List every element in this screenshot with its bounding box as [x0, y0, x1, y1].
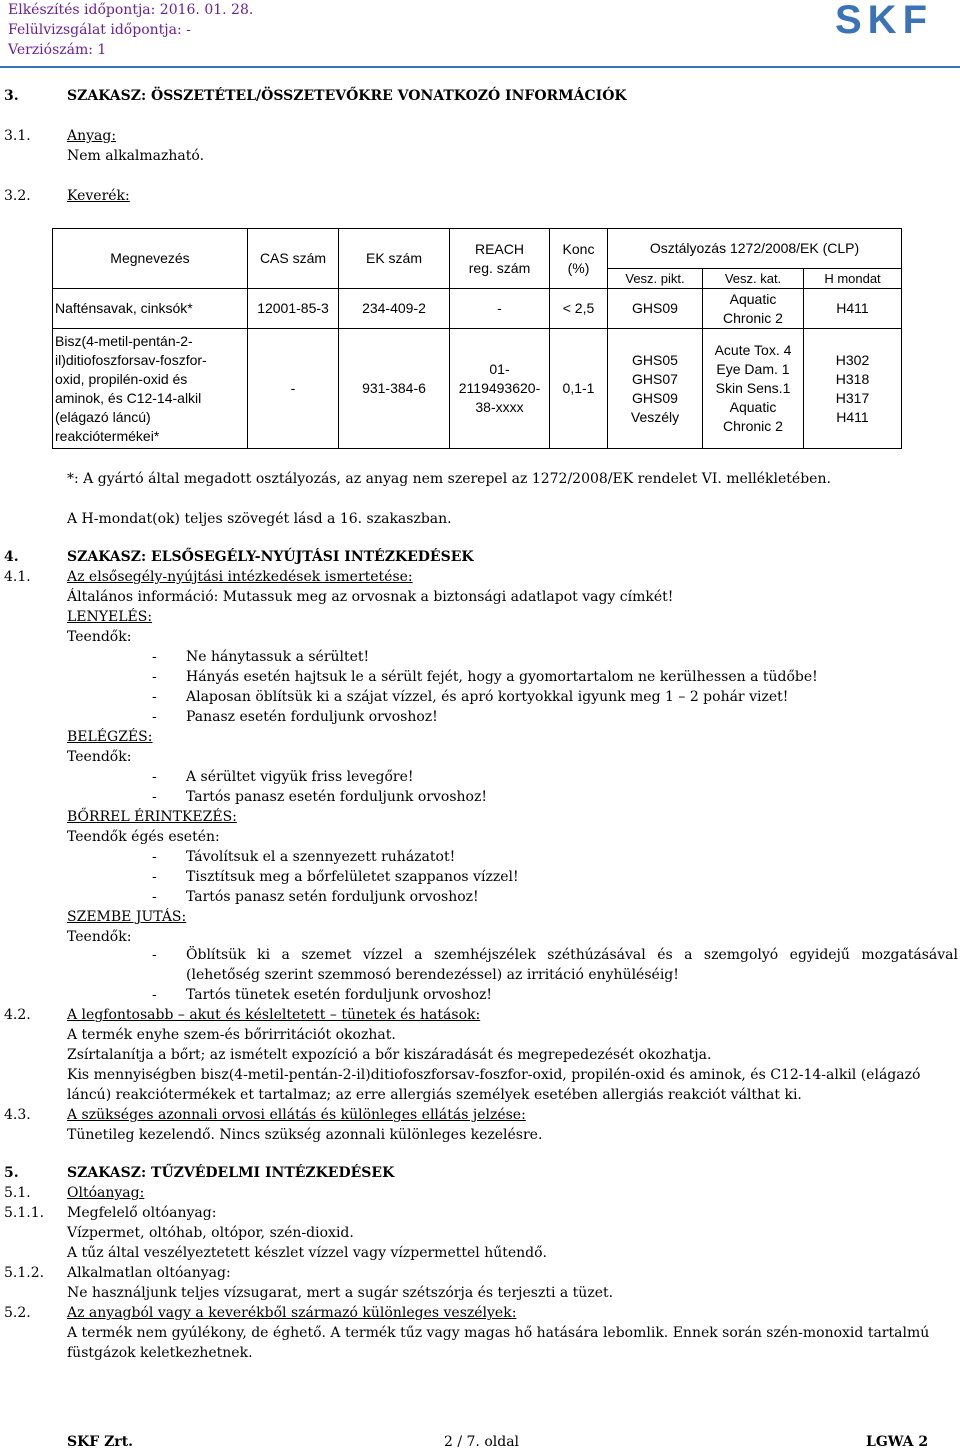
- eye-tasks-label: Teendők:: [67, 929, 132, 945]
- header-pikt: Vesz. pikt.: [608, 269, 703, 289]
- list-item: - Tartós panasz esetén forduljunk orvoshoz!: [152, 789, 487, 805]
- table-row: [53, 289, 902, 329]
- version-number: Verziószám: 1: [8, 42, 107, 58]
- row1-cas: 12001-85-3: [248, 289, 339, 329]
- skin-contact-heading: BŐRREL ÉRINTKEZÉS:: [67, 809, 237, 825]
- header-hmondat: H mondat: [804, 269, 902, 289]
- row2-konc: 0,1-1: [550, 329, 608, 449]
- skf-logo: [814, 2, 954, 36]
- s52-text-2: füstgázok keletkezhetnek.: [67, 1345, 253, 1361]
- row1-kat: Aquatic Chronic 2: [703, 289, 804, 329]
- list-item: - Ne hánytassuk a sérültet!: [152, 649, 370, 665]
- row1-name: Nafténsavak, cinksók*: [53, 289, 248, 329]
- inhalation-heading: BELÉGZÉS:: [67, 729, 153, 745]
- list-item: - Hányás esetén hajtsuk le a sérült fejét, hogy a gyomortartalom ne kerülhessen a tüdőbe!: [152, 669, 818, 685]
- document-header: [8, 0, 253, 60]
- header-kat: Vesz. kat.: [703, 269, 804, 289]
- list-item: - Tartós tünetek esetén forduljunk orvoshoz!: [152, 987, 493, 1003]
- ingestion-heading: LENYELÉS:: [67, 609, 153, 625]
- list-item-continuation: (lehetőség szerint szemmosó berendezéssel) az irritáció enyhüléséig!: [186, 967, 679, 983]
- ingestion-tasks-label: Teendők:: [67, 629, 132, 645]
- list-item: - A sérültet vigyük friss levegőre!: [152, 769, 414, 785]
- skin-tasks-label: Teendők égés esetén:: [67, 829, 220, 845]
- s42-text-1: A termék enyhe szem-és bőrirritációt okozhat.: [67, 1027, 396, 1043]
- s511-text-2: A tűz által veszélyeztetett készlet vízzel vagy vízpermettel hűtendő.: [67, 1245, 547, 1261]
- general-info: Általános információ: Mutassuk meg az orvosnak a biztonsági adatlapot vagy címkét!: [67, 589, 674, 605]
- header-clp: Osztályozás 1272/2008/EK (CLP): [608, 229, 902, 269]
- table-row: [53, 329, 902, 449]
- row1-h: H411: [804, 289, 902, 329]
- row2-pikt: GHS05 GHS07 GHS09 Veszély: [608, 329, 703, 449]
- row1-ek: 234-409-2: [339, 289, 450, 329]
- s42-text-3: Kis mennyiségben bisz(4-metil-pentán-2-il)ditiofoszforsav-foszfor-oxid, propilén-oxid és aminok, és C12-14-alkil (elágazó: [67, 1067, 921, 1083]
- row2-h: H302 H318 H317 H411: [804, 329, 902, 449]
- row1-konc: < 2,5: [550, 289, 608, 329]
- row1-pikt: GHS09: [608, 289, 703, 329]
- list-item: - Tisztítsuk meg a bőrfelületet szappanos vízzel!: [152, 869, 519, 885]
- revision-date: Felülvizsgálat időpontja: -: [8, 22, 191, 38]
- s42-text-2: Zsírtalanítja a bőrt; az ismételt expozíció a bőr kiszáradását és megrepedezését okozhatja.: [67, 1047, 712, 1063]
- s511-text-1: Vízpermet, oltóhab, oltópor, szén-dioxid.: [67, 1225, 354, 1241]
- row2-reach: 01- 2119493620- 38-xxxx: [450, 329, 550, 449]
- s43-text: Tünetileg kezelendő. Nincs szükség azonnali különleges kezelésre.: [67, 1127, 543, 1143]
- page-number: 2 / 7. oldal: [444, 1434, 520, 1450]
- s42-text-3b: láncú) reakciótermékek et tartalmaz; az erre allergiás személyek esetében allergiás reakciót válthat ki.: [67, 1087, 802, 1103]
- row2-cas: -: [248, 329, 339, 449]
- eye-contact-heading: SZEMBE JUTÁS:: [67, 909, 187, 925]
- header-ek: EK szám: [339, 229, 450, 289]
- header-name: Megnevezés: [53, 229, 248, 289]
- skf-logo-text: SKF: [835, 2, 933, 36]
- list-item: - Tartós panasz setén forduljunk orvoshoz!: [152, 889, 479, 905]
- inhalation-tasks-label: Teendők:: [67, 749, 132, 765]
- composition-table: [52, 228, 902, 449]
- footer-company: SKF Zrt.: [67, 1434, 134, 1450]
- section-3-1-text: Nem alkalmazható.: [67, 148, 205, 164]
- list-item: - Alaposan öblítsük ki a szájat vízzel, és apró kortyokkal igyunk meg 1 – 2 pohár vizet!: [152, 689, 789, 705]
- list-item: - Öblítsük ki a szemet vízzel a szemhéjszélek széthúzásával és a szemgolyó egyidejű mozgatásával: [152, 947, 958, 963]
- footnote-classification: *: A gyártó által megadott osztályozás, az anyag nem szerepel az 1272/2008/EK rendelet VI. mellékletében.: [67, 471, 831, 487]
- list-item: - Panasz esetén forduljunk orvoshoz!: [152, 709, 438, 725]
- header-divider: [0, 66, 960, 68]
- footnote-h-statements: A H-mondat(ok) teljes szövegét lásd a 16. szakaszban.: [67, 511, 452, 527]
- header-reach: REACH reg. szám: [450, 229, 550, 289]
- header-cas: CAS szám: [248, 229, 339, 289]
- header-konc: Konc (%): [550, 229, 608, 289]
- row1-reach: -: [450, 289, 550, 329]
- row2-kat: Acute Tox. 4 Eye Dam. 1 Skin Sens.1 Aquatic Chronic 2: [703, 329, 804, 449]
- document-code: LGWA 2: [866, 1434, 929, 1450]
- row2-ek: 931-384-6: [339, 329, 450, 449]
- list-item: - Távolítsuk el a szennyezett ruházatot!: [152, 849, 456, 865]
- row2-name: Bisz(4-metil-pentán-2- il)ditiofoszforsav-foszfor- oxid, propilén-oxid és aminok, és C12-14-alkil (elágazó láncú) reakciótermékei*: [53, 329, 248, 449]
- s512-text: Ne használjunk teljes vízsugarat, mert a sugár szétszórja és terjeszti a tüzet.: [67, 1285, 614, 1301]
- s52-text-1: A termék nem gyúlékony, de éghető. A termék tűz vagy magas hő hatására lebomlik. Ennek során szén-monoxid tartalmú: [67, 1325, 930, 1341]
- creation-date: Elkészítés időpontja: 2016. 01. 28.: [8, 2, 254, 18]
